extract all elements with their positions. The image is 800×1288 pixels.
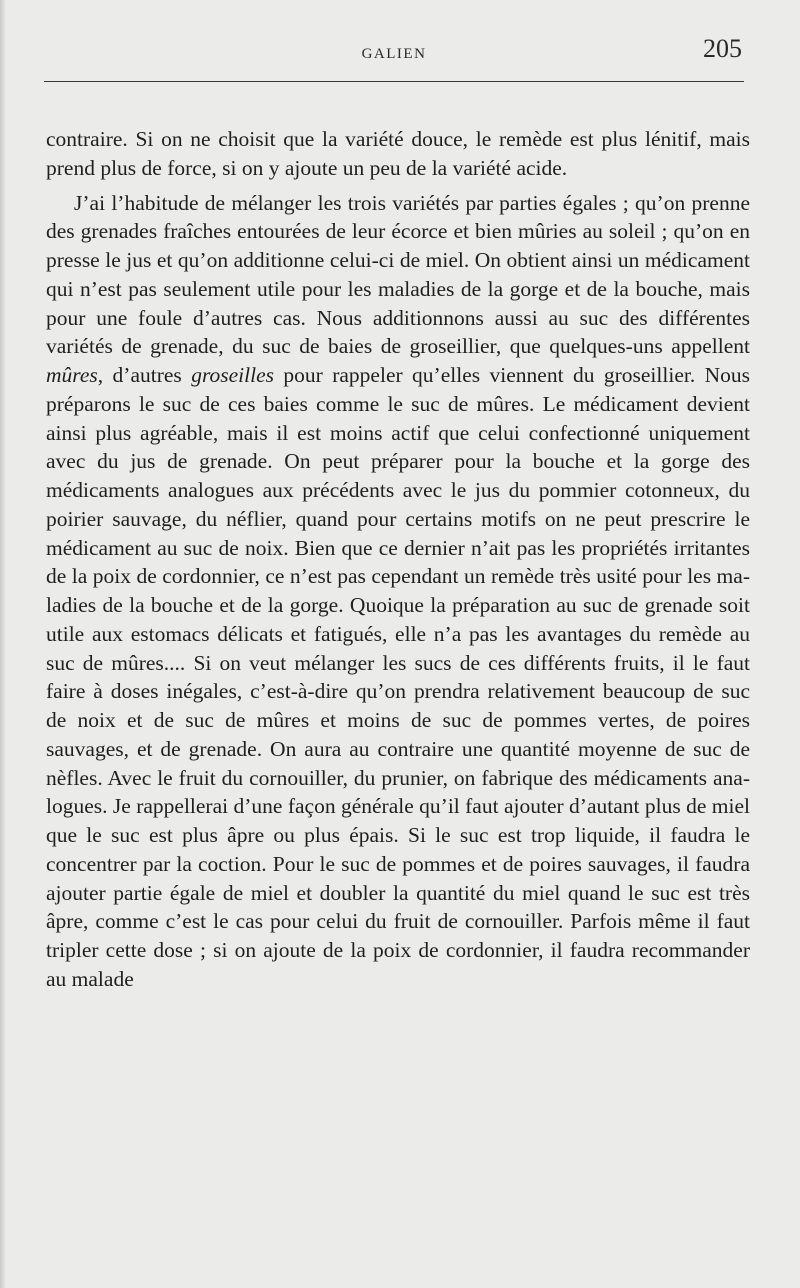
page-header bbox=[44, 32, 744, 82]
paragraph bbox=[46, 189, 750, 994]
paragraph-continuation bbox=[46, 125, 750, 183]
header-rule bbox=[44, 81, 744, 82]
body-text bbox=[46, 125, 750, 994]
italic-term-mures: mûres bbox=[46, 363, 98, 387]
paragraph-text: J’ai l’habitude de mélanger les trois variétés par parties égales ; qu’on prenne des grenades fraîches entourées de leur écorce et bien mûries au soleil ; qu’on en presse le jus et qu’on additionne celui-ci de miel. On obtient ainsi un médicament qui n’est pas seulement utile pour les maladies de la gorge et de la bouche, mais pour une foule d’autres cas. Nous additionnons aussi au suc des différentes variétés de grenade, du suc de baies de groseillier, que quelques-uns appellent bbox=[46, 190, 750, 359]
italic-term-groseilles: groseilles bbox=[191, 363, 275, 387]
paragraph-text: , d’autres bbox=[97, 363, 192, 387]
running-title: GALIEN bbox=[361, 46, 427, 62]
page-number: 205 bbox=[703, 34, 742, 63]
paragraph-text: contraire. Si on ne choisit que la variété douce, le remède est plus lénitif, mais prend plus de force, si on y ajoute un peu de la variété acide. bbox=[46, 127, 750, 180]
paragraph-text: pour rappeler qu’elles viennent du groseillier. Nous préparons le suc de ces baies comme le suc de mûres. Le médicament devient ainsi plus agréable, mais il est moins actif que celui confectionné uniquement avec du jus de grenade. On peut préparer pour la bouche et la gorge des médicaments analogues aux précédents avec le jus du pommier cotonneux, du poirier sauvage, du néflier, quand pour certains motifs on ne peut prescrire le médicament au suc de noix. Bien que ce dernier n’ait pas les propriétés irritantes de la poix de cordonnier, ce n’est pas cependant un remède très usité pour les maladies de la bouche et de la gorge. Quoique la préparation au suc de grenade soit utile aux estomacs délicats et fatigués, elle n’a pas les avantages du remède au suc de mûres.... Si on veut mélanger les sucs de ces différents fruits, il le faut faire à doses inégales, c’est-à-dire qu’on prendra relativement beaucoup de suc de noix et de suc de mûres et moins de suc de pommes vertes, de poires sauvages, et de grenade. On aura au contraire une quantité moyenne de suc de nèfles. Avec le fruit du cornouiller, du prunier, on fabrique des médicaments analogues. Je rappellerai d’une façon générale qu’il faut ajouter d’autant plus de miel que le suc est plus âpre ou plus épais. Si le suc est trop liquide, il faudra le concentrer par la coction. Pour le suc de pommes et de poires sauvages, il faudra ajouter partie égale de miel et doubler la quantité du miel quand le suc est très âpre, comme c’est le cas pour celui du fruit de cornouiller. Parfois même il faut tripler cette dose ; si on ajoute de la poix de cordonnier, il faudra recommander au malade bbox=[46, 363, 751, 991]
